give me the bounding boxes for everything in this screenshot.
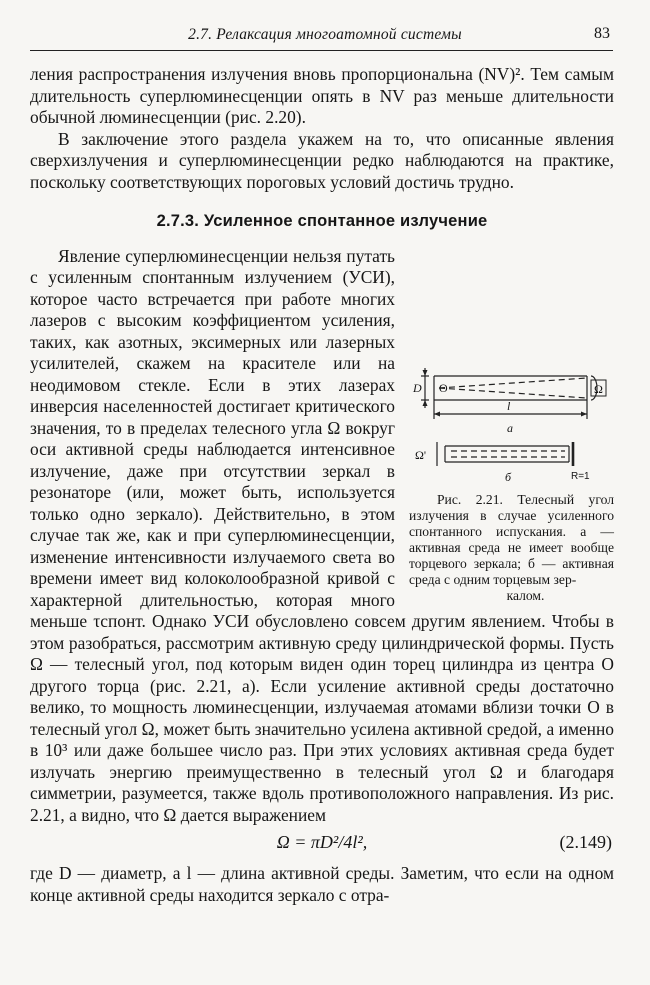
figure-2-21 <box>409 364 614 604</box>
page-number: 83 <box>594 25 610 42</box>
figure-caption <box>409 492 614 604</box>
paragraph-conclusion: В заключение этого раздела укажем на то, что описанные явления сверхизлучения и суперлюминесценции редко наблюдаются на практике, поскольку соответствующих пороговых условий достичь трудно. <box>30 128 614 192</box>
label-b: б <box>505 469 512 484</box>
page-header <box>0 0 650 56</box>
label-r: R=1 <box>571 470 590 482</box>
caption-last-line: калом. <box>506 587 545 603</box>
label-omega-a: Ω <box>594 381 603 396</box>
label-a: а <box>507 420 513 435</box>
paragraph-continuation: ления распространения излучения вновь пропорциональна (NV)². Тем самым длительность суперлюминесценции опять в NV раз меньше длительности обычной люминесценции (рис. 2.20). <box>30 64 614 127</box>
equation-row <box>30 832 614 858</box>
arrow-l-right <box>581 411 587 416</box>
label-o: O <box>439 380 448 395</box>
arrow-l-left <box>434 411 440 416</box>
arrow-d-bottom <box>423 400 428 406</box>
arrow-d-top <box>423 370 428 376</box>
paragraph-after-equation: где D — диаметр, а l — длина активной среды. Заметим, что если на одном конце активной среды находится зеркало с отра- <box>30 863 614 905</box>
header-rule <box>30 50 613 51</box>
cone-ray-lower <box>439 388 587 398</box>
section-title: 2.7.3. Усиленное спонтанное излучение <box>156 212 488 230</box>
label-l: l <box>507 398 511 413</box>
label-d: D <box>413 380 422 395</box>
caption-text: Рис. 2.21. Телесный угол излучения в случае усиленного спонтанного испускания. а — активная среда не имеет вообще торцевого зеркала; б — активная среда с одним торцевым зер- <box>409 491 614 587</box>
equation-number: (2.149) <box>559 832 612 852</box>
figure-diagram <box>409 364 614 486</box>
equation-2-149: Ω = πD²/4l², <box>276 832 368 852</box>
paragraph-ase-text: Явление суперлюминесценции нельзя путать с усиленным спонтанным излучением (УСИ), которое часто встречается при работе многих лазеров с высоким коэффициентом усиления, таких, как азотных, эксимерных или лазерных усилителей, скажем на красителе или на неодимовом стекле. Если в этих лазерах инверсия населенностей достигает критического значения, то в пределах телесного угла Ω вокруг оси активной среды наблюдается интенсивное излучение, даже при отсутствии зеркал в резонаторе (или, может быть, используется только одно зеркало). Действительно, в этом случае так же, как и при суперлюминесценции, изменение интенсивности излучаемого света во времени имеет вид колоколообразной кривой с характерной длительностью, которая много меньше τспонт. Однако УСИ обусловлено совсем другим явлением. Чтобы в этом разобраться, рассмотрим активную среду цилиндрической формы. Пусть Ω — телесный угол, под которым виден один торец цилиндра из центра O другого торца (рис. 2.21, а). Если усиление активной среды достаточно велико, то мощность люминесценции, излучаемая атомами вблизи точки O в телесный угол Ω, может быть значительно усилена активной средой, а именно в 10³ или даже большее число раз. При этих условиях активная среда будет излучать энергию преимущественно в телесный угол Ω и благодаря симметрии, разумеется, также вдоль противоположного направления. Из рис. 2.21, а видно, что Ω дается выражением <box>30 245 614 825</box>
running-head: 2.7. Релаксация многоатомной системы <box>188 26 462 43</box>
paragraph-ase <box>30 246 614 827</box>
cone-ray-upper <box>439 378 587 388</box>
label-omega-b: Ω' <box>415 447 427 462</box>
page-body <box>30 64 614 906</box>
